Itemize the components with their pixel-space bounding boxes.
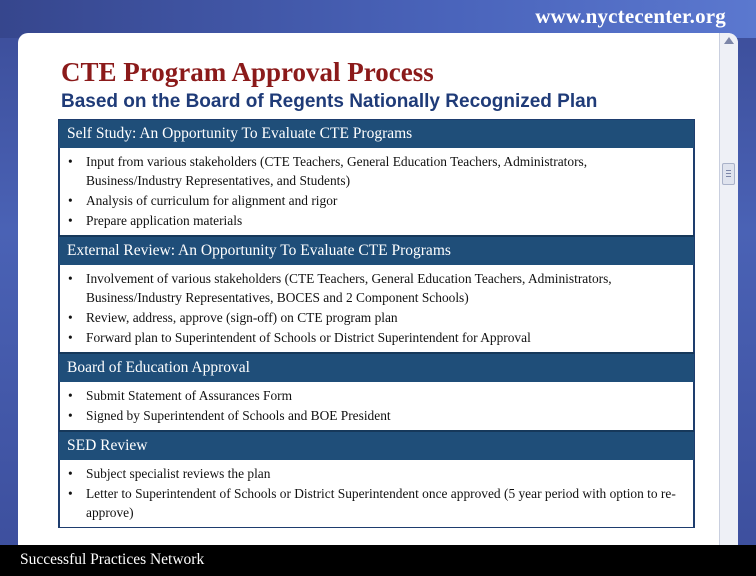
bullet-icon: • — [68, 154, 73, 169]
list-item — [68, 211, 685, 230]
bullet-icon: • — [68, 486, 73, 501]
list-item — [68, 152, 685, 190]
page-subtitle: Based on the Board of Regents Nationally Recognized Plan — [61, 91, 598, 112]
vertical-scrollbar[interactable] — [719, 33, 738, 553]
bullet-icon: • — [68, 408, 73, 423]
bullet-icon: • — [68, 310, 73, 325]
list-item-text: Review, address, approve (sign-off) on CTE program plan — [86, 310, 398, 325]
list-item — [68, 484, 685, 522]
list-item-text: Letter to Superintendent of Schools or District Superintendent once approved (5 year period with option to re-approve) — [86, 486, 676, 520]
list-item — [68, 269, 685, 307]
bullet-icon: • — [68, 466, 73, 481]
bullet-icon: • — [68, 271, 73, 286]
section-body-self-study — [59, 148, 694, 235]
grip-line-icon — [726, 176, 731, 177]
list-item-text: Signed by Superintendent of Schools and BOE President — [86, 408, 391, 423]
list-item — [68, 464, 685, 483]
list-item — [68, 308, 685, 327]
footer-text: Successful Practices Network — [20, 551, 205, 568]
section-body-external-review — [59, 265, 694, 352]
list-item-text: Analysis of curriculum for alignment and rigor — [86, 193, 338, 208]
list-item — [68, 328, 685, 347]
list-item-text: Involvement of various stakeholders (CTE Teachers, General Education Teachers, Administrators, Business/Industry Representatives, BOCES and 2 Component Schools) — [86, 271, 612, 305]
bullet-icon: • — [68, 213, 73, 228]
list-item-text: Forward plan to Superintendent of Schools or District Superintendent for Approval — [86, 330, 531, 345]
bullet-icon: • — [68, 193, 73, 208]
list-item-text: Subject specialist reviews the plan — [86, 466, 271, 481]
section-header-external-review: External Review: An Opportunity To Evaluate CTE Programs — [59, 235, 694, 265]
bullet-icon: • — [68, 330, 73, 345]
scroll-thumb[interactable] — [722, 163, 735, 185]
document-page — [18, 33, 738, 553]
section-header-sed-review: SED Review — [59, 430, 694, 460]
section-header-self-study: Self Study: An Opportunity To Evaluate CTE Programs — [59, 120, 694, 148]
section-body-board-approval — [59, 382, 694, 430]
list-item — [68, 386, 685, 405]
approval-process-table — [58, 119, 695, 528]
bullet-icon: • — [68, 388, 73, 403]
site-url: www.nyctecenter.org — [535, 4, 726, 28]
grip-line-icon — [726, 170, 731, 171]
list-item — [68, 406, 685, 425]
grip-line-icon — [726, 173, 731, 174]
list-item-text: Input from various stakeholders (CTE Teachers, General Education Teachers, Administrators, Business/Industry Representatives, and Students) — [86, 154, 588, 188]
list-item-text: Prepare application materials — [86, 213, 243, 228]
list-item-text: Submit Statement of Assurances Form — [86, 388, 293, 403]
page-title: CTE Program Approval Process — [61, 57, 434, 87]
section-header-board-approval: Board of Education Approval — [59, 352, 694, 382]
list-item — [68, 191, 685, 210]
scroll-up-arrow-icon[interactable] — [724, 37, 734, 44]
section-body-sed-review — [59, 460, 694, 527]
